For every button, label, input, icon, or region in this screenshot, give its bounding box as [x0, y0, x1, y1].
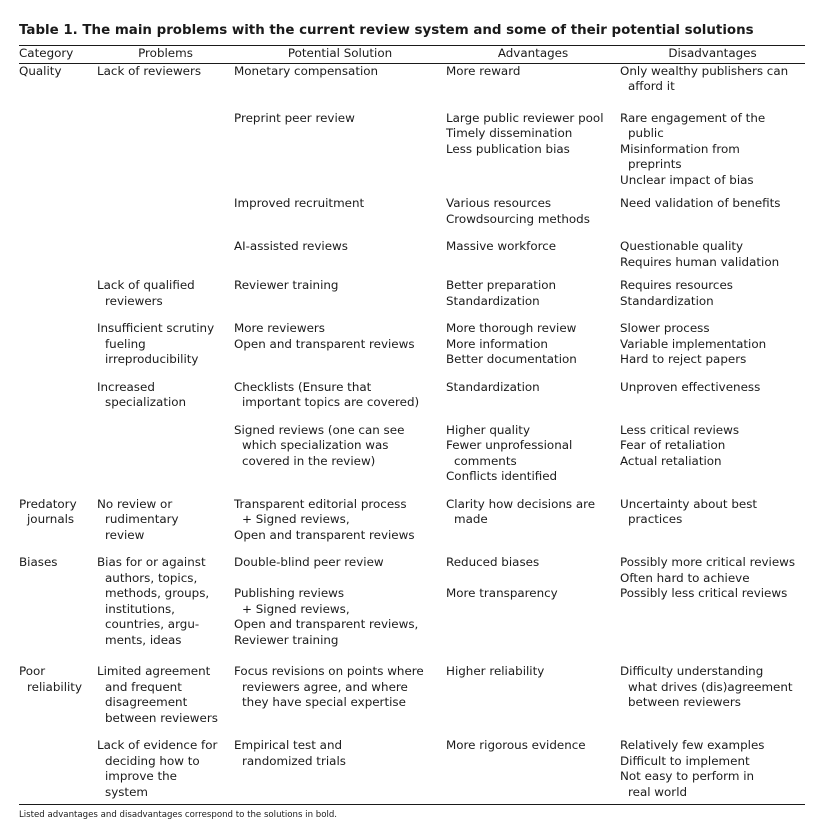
cell-problem [97, 555, 234, 664]
cell-category [19, 278, 97, 321]
cell-solution [234, 738, 446, 800]
cell-line: More information [446, 336, 548, 351]
cell-line: Publishing reviews [234, 586, 345, 600]
cell-category [19, 423, 97, 497]
cell-line: Better documentation [446, 352, 577, 366]
cell-line: Signed reviews (one can see [234, 422, 405, 437]
cell-line: irreproducibility [105, 352, 199, 366]
problems-solutions-table [19, 46, 805, 800]
cell-line: public [628, 126, 664, 140]
cell-line: Lack of qualified [97, 278, 195, 292]
cell-line: More rigorous evidence [446, 738, 586, 752]
cell-line: reviewers agree, and where [242, 679, 408, 694]
cell-line: Preprint peer review [234, 110, 355, 125]
cell-line: Not easy to perform in [620, 769, 755, 783]
cell-problem [97, 63, 234, 111]
cell-line: afford it [628, 79, 675, 93]
cell-line: institutions, [105, 601, 175, 616]
cell-line: Monetary compensation [234, 63, 379, 78]
cell-line: More reward [446, 63, 521, 78]
cell-problem [97, 196, 234, 239]
cell-advantages [446, 423, 620, 497]
cell-category [19, 321, 97, 380]
cell-line: disagreement [105, 695, 188, 709]
cell-line: Conflicts identified [446, 469, 558, 483]
cell-line [234, 571, 446, 587]
cell-disadvantages [620, 63, 805, 111]
cell-line: ments, ideas [105, 632, 182, 647]
cell-line: and frequent [105, 679, 182, 694]
cell-advantages [446, 196, 620, 239]
cell-line: Lack of evidence for [97, 738, 218, 752]
header-disadvantages: Disadvantages [620, 46, 805, 63]
cell-solution [234, 497, 446, 556]
header-problems: Problems [97, 46, 234, 63]
cell-category [19, 196, 97, 239]
cell-line: Standardization [620, 293, 714, 308]
cell-solution [234, 423, 446, 497]
cell-line: Higher quality [446, 422, 530, 437]
cell-problem [97, 423, 234, 497]
cell-advantages [446, 380, 620, 423]
cell-line: Double-blind peer review [234, 555, 384, 569]
cell-disadvantages [620, 278, 805, 321]
cell-advantages [446, 111, 620, 197]
cell-advantages [446, 555, 620, 664]
cell-line: journals [27, 512, 75, 526]
table-row [19, 555, 805, 664]
cell-solution [234, 555, 446, 664]
cell-category [19, 497, 97, 556]
header-potential-solution: Potential Solution [234, 46, 446, 63]
cell-line: Reviewer training [234, 278, 339, 292]
cell-problem [97, 111, 234, 197]
cell-advantages [446, 321, 620, 380]
cell-line: Improved recruitment [234, 196, 365, 210]
cell-category [19, 555, 97, 664]
cell-advantages [446, 738, 620, 800]
cell-line: Unclear impact of bias [620, 172, 754, 187]
cell-line: system [105, 784, 148, 799]
cell-solution [234, 239, 446, 278]
cell-line [446, 571, 620, 587]
cell-category [19, 738, 97, 800]
cell-line: preprints [628, 157, 682, 171]
cell-line: Checklists (Ensure that [234, 379, 372, 394]
cell-line: Fear of retaliation [620, 438, 726, 452]
cell-problem [97, 321, 234, 380]
cell-line: Open and transparent reviews [234, 527, 415, 542]
cell-solution [234, 111, 446, 197]
cell-line: what drives (dis)agreement [628, 679, 793, 694]
cell-line: Reviewer training [234, 632, 339, 647]
cell-line: AI-assisted reviews [234, 239, 348, 253]
cell-disadvantages [620, 497, 805, 556]
cell-line: Difficulty understanding [620, 664, 764, 678]
cell-line: Need validation of benefits [620, 196, 781, 210]
cell-line: authors, topics, [105, 570, 198, 585]
cell-line: Lack of reviewers [97, 63, 202, 78]
cell-line: Uncertainty about best [620, 496, 758, 511]
cell-line: + Signed reviews, [242, 512, 350, 526]
cell-advantages [446, 63, 620, 111]
cell-line: Various resources [446, 196, 552, 210]
cell-problem [97, 497, 234, 556]
cell-problem [97, 380, 234, 423]
table-row [19, 196, 805, 239]
table-figure [19, 22, 805, 821]
cell-line: important topics are covered) [242, 395, 420, 409]
cell-line: practices [628, 512, 683, 526]
cell-line: reliability [27, 679, 82, 694]
cell-line: they have special expertise [242, 695, 406, 709]
cell-solution [234, 196, 446, 239]
cell-line: Slower process [620, 321, 710, 335]
cell-disadvantages [620, 239, 805, 278]
cell-line: Increased [97, 379, 155, 394]
cell-line: real world [628, 784, 688, 799]
cell-disadvantages [620, 423, 805, 497]
cell-line: improve the [105, 769, 177, 783]
cell-solution [234, 278, 446, 321]
table-row [19, 239, 805, 278]
cell-problem [97, 239, 234, 278]
cell-disadvantages [620, 196, 805, 239]
table-row [19, 423, 805, 497]
cell-line: Unproven effectiveness [620, 379, 761, 394]
cell-line: Questionable quality [620, 239, 744, 253]
cell-line: Clarity how decisions are [446, 496, 596, 511]
table-row [19, 63, 805, 111]
cell-category [19, 380, 97, 423]
table-title: Table 1. The main problems with the current review system and some of their potential solutions [19, 23, 754, 38]
cell-problem [97, 738, 234, 800]
cell-line: Open and transparent reviews [234, 336, 415, 351]
cell-line: Large public reviewer pool [446, 110, 604, 125]
cell-line: Less publication bias [446, 141, 570, 156]
cell-line: deciding how to [105, 753, 200, 768]
cell-line: Fewer unprofessional [446, 438, 573, 452]
cell-line: Quality [19, 63, 62, 78]
cell-line: Difficult to implement [620, 753, 750, 768]
cell-line: Requires human validation [620, 254, 780, 269]
table-row [19, 380, 805, 423]
cell-line: Open and transparent reviews, [234, 617, 419, 631]
cell-line: Insufficient scrutiny [97, 321, 215, 335]
cell-solution [234, 380, 446, 423]
cell-advantages [446, 278, 620, 321]
cell-line: covered in the review) [242, 453, 376, 468]
cell-disadvantages [620, 380, 805, 423]
cell-solution [234, 63, 446, 111]
table-row [19, 321, 805, 380]
table-row [19, 278, 805, 321]
header-row [19, 46, 805, 63]
table-row [19, 497, 805, 556]
cell-line: Rare engagement of the [620, 110, 766, 125]
cell-disadvantages [620, 738, 805, 800]
cell-line: randomized trials [242, 753, 346, 768]
cell-advantages [446, 497, 620, 556]
cell-line: Predatory [19, 496, 77, 511]
cell-line: Possibly more critical reviews [620, 555, 796, 569]
cell-line: More reviewers [234, 321, 325, 335]
cell-category [19, 111, 97, 197]
cell-line: More thorough review [446, 321, 577, 335]
cell-line: Variable implementation [620, 336, 767, 351]
cell-line: Massive workforce [446, 239, 557, 253]
cell-line: made [454, 512, 488, 526]
cell-line: between reviewers [628, 695, 741, 709]
cell-line: which specialization was [242, 438, 389, 452]
cell-line: countries, argu- [105, 617, 200, 631]
cell-line: Better preparation [446, 278, 557, 292]
cell-line: Timely dissemination [446, 126, 573, 140]
cell-line: Misinformation from [620, 141, 740, 156]
cell-category [19, 63, 97, 111]
cell-disadvantages [620, 321, 805, 380]
cell-line: No review or [97, 496, 173, 511]
cell-line: methods, groups, [105, 586, 210, 600]
header-category: Category [19, 46, 97, 63]
cell-line: Bias for or against [97, 555, 206, 569]
table-row [19, 111, 805, 197]
cell-line: Crowdsourcing methods [446, 211, 590, 226]
cell-line: Hard to reject papers [620, 352, 747, 366]
cell-line: Actual retaliation [620, 453, 722, 468]
cell-advantages [446, 239, 620, 278]
cell-line: Standardization [446, 379, 540, 394]
table-body [19, 63, 805, 800]
cell-line: comments [454, 453, 517, 468]
cell-line: Transparent editorial process [234, 496, 407, 511]
cell-category [19, 239, 97, 278]
cell-solution [234, 321, 446, 380]
cell-disadvantages [620, 555, 805, 664]
cell-line: Reduced biases [446, 555, 540, 569]
table-row [19, 738, 805, 800]
cell-line: Higher reliability [446, 664, 545, 678]
cell-line: Standardization [446, 293, 540, 308]
cell-line: Biases [19, 555, 58, 569]
cell-line: between reviewers [105, 710, 218, 725]
cell-line: Empirical test and [234, 738, 343, 752]
cell-line: review [105, 527, 145, 542]
cell-disadvantages [620, 111, 805, 197]
cell-problem [97, 278, 234, 321]
cell-line: fueling [105, 336, 146, 351]
cell-line: Requires resources [620, 278, 733, 292]
cell-line: specialization [105, 395, 187, 409]
cell-line: rudimentary [105, 512, 179, 526]
cell-line: Limited agreement [97, 664, 211, 678]
cell-line: Focus revisions on points where [234, 664, 424, 678]
cell-line: More transparency [446, 586, 558, 600]
cell-line: Possibly less critical reviews [620, 586, 788, 600]
cell-line: reviewers [105, 293, 163, 308]
cell-line: Relatively few examples [620, 738, 765, 752]
cell-line: Poor [19, 664, 46, 678]
cell-line: Often hard to achieve [620, 570, 750, 585]
cell-line: Less critical reviews [620, 422, 740, 437]
header-advantages: Advantages [446, 46, 620, 63]
cell-line: Only wealthy publishers can [620, 63, 789, 78]
cell-line: + Signed reviews, [242, 601, 350, 616]
table-footnote: Listed advantages and disadvantages correspond to the solutions in bold. [19, 804, 805, 821]
